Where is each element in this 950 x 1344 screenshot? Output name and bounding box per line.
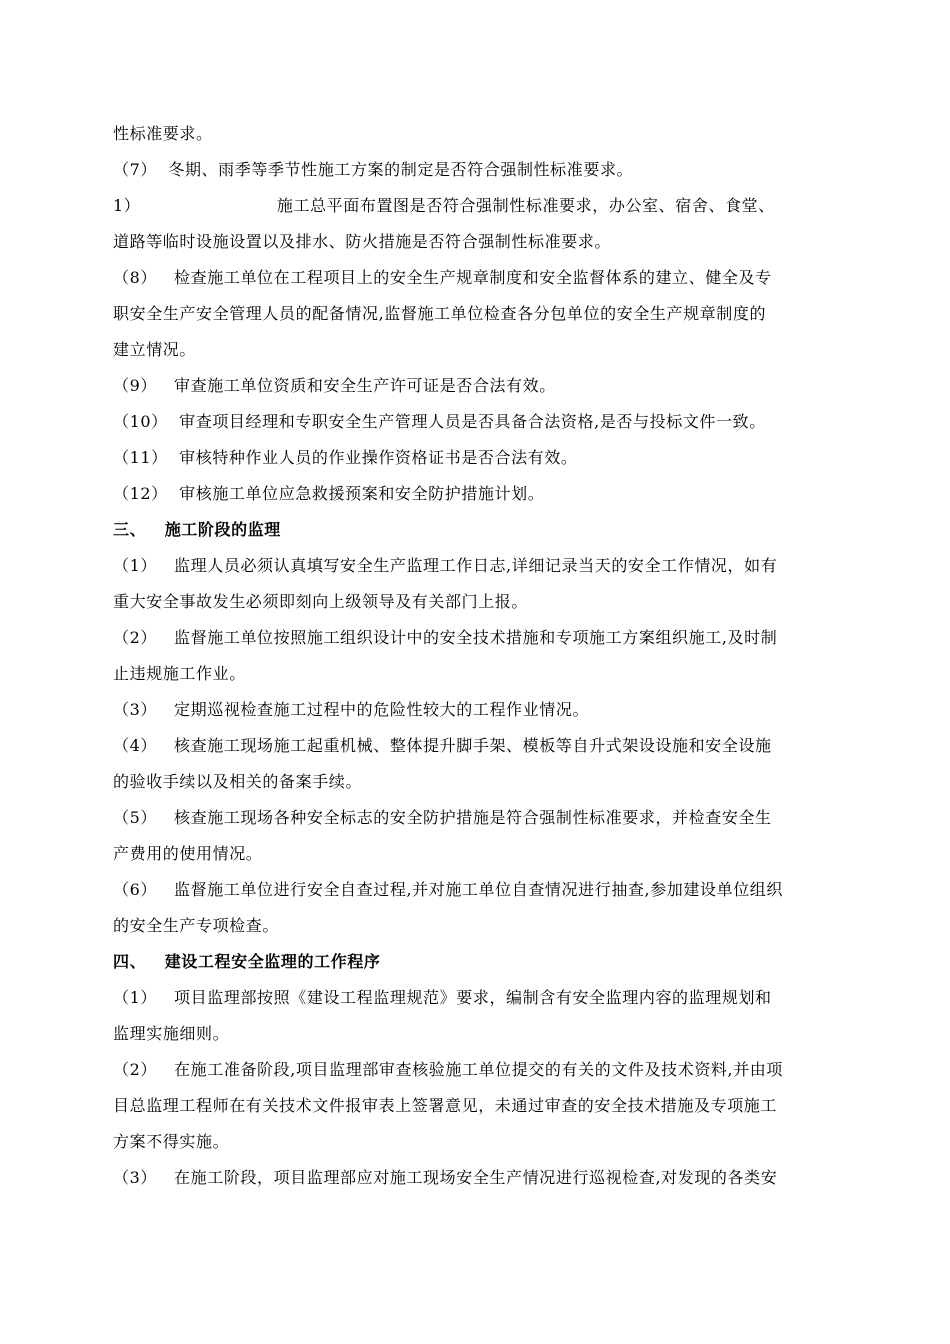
text-line: 目总监理工程师在有关技术文件报审表上签署意见，未通过审查的安全技术措施及专项施工: [113, 1096, 778, 1115]
text-line: 建立情况。: [113, 340, 197, 359]
text-line: （3） 定期巡视检查施工过程中的危险性较大的工程作业情况。: [113, 700, 590, 719]
text-line: 道路等临时设施设置以及排水、防火措施是否符合强制性标准要求。: [113, 232, 612, 251]
text-line: 止违规施工作业。: [113, 664, 246, 683]
text-line: 的验收手续以及相关的备案手续。: [113, 772, 363, 791]
text-line: 产费用的使用情况。: [113, 844, 263, 863]
text-line: 监理实施细则。: [113, 1024, 230, 1043]
text-line: （1） 项目监理部按照《建设工程监理规范》要求，编制含有安全监理内容的监理规划和: [113, 988, 772, 1007]
section-heading: 三、 施工阶段的监理: [113, 520, 281, 539]
text-line: （7） 冬期、雨季等季节性施工方案的制定是否符合强制性标准要求。: [113, 160, 634, 179]
text-line: （9） 审查施工单位资质和安全生产许可证是否合法有效。: [113, 376, 556, 395]
text-line: 1） 施工总平面布置图是否符合强制性标准要求，办公室、宿舍、食堂、: [113, 196, 775, 215]
text-line: （10） 审查项目经理和专职安全生产管理人员是否具备合法资格,是否与投标文件一致。: [113, 412, 766, 431]
text-line: 方案不得实施。: [113, 1132, 230, 1151]
text-line: （11） 审核特种作业人员的作业操作资格证书是否合法有效。: [113, 448, 578, 467]
text-line: （5） 核查施工现场各种安全标志的安全防护措施是符合强制性标准要求，并检查安全生: [113, 808, 772, 827]
text-line: （3） 在施工阶段，项目监理部应对施工现场安全生产情况进行巡视检查,对发现的各类安: [113, 1168, 778, 1187]
text-line: （6） 监督施工单位进行安全自查过程,并对施工单位自查情况进行抽查,参加建设单位组织: [113, 880, 784, 899]
text-line: （2） 监督施工单位按照施工组织设计中的安全技术措施和专项施工方案组织施工,及时制: [113, 628, 778, 647]
text-line: （12） 审核施工单位应急救援预案和安全防护措施计划。: [113, 484, 545, 503]
text-line: 性标准要求。: [113, 124, 213, 143]
text-line: （2） 在施工准备阶段,项目监理部审查核验施工单位提交的有关的文件及技术资料,并由项: [113, 1060, 784, 1079]
text-line: 的安全生产专项检查。: [113, 916, 280, 935]
text-line: 重大安全事故发生必须即刻向上级领导及有关部门上报。: [113, 592, 529, 611]
text-line: （1） 监理人员必须认真填写安全生产监理工作日志,详细记录当天的安全工作情况，如有: [113, 556, 778, 575]
text-line: 职安全生产安全管理人员的配备情况,监督施工单位检查各分包单位的安全生产规章制度的: [113, 304, 767, 323]
text-line: （4） 核查施工现场施工起重机械、整体提升脚手架、模板等自升式架设设施和安全设施: [113, 736, 772, 755]
text-line: （8） 检查施工单位在工程项目上的安全生产规章制度和安全监督体系的建立、健全及专: [113, 268, 772, 287]
section-heading: 四、 建设工程安全监理的工作程序: [113, 952, 381, 971]
